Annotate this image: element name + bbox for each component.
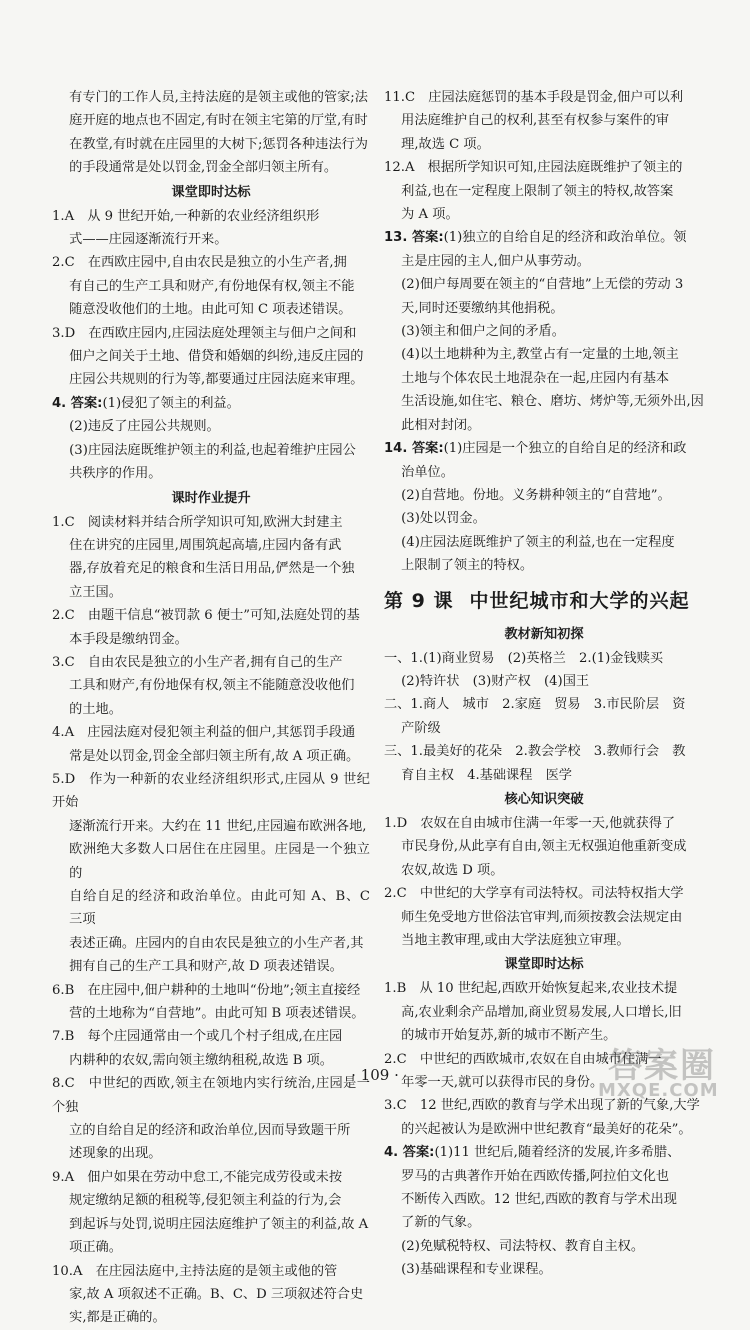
text-line: 庭开庭的地点也不固定,有时在领主宅第的厅堂,有时 <box>69 113 368 129</box>
text-line: 育自主权 4.基础课程 医学 <box>401 767 572 783</box>
answer-h5 <box>52 768 370 979</box>
right-column <box>384 86 704 1282</box>
text-line: (1)庄园是一个独立的自给自足的经济和政 <box>443 441 687 457</box>
text-line: 随意没收他们的土地。由此可知 C 项表述错误。 <box>69 302 352 318</box>
text-line: 常是处以罚金,罚金全部归领主所有,故 A 项正确。 <box>69 748 360 764</box>
text-line: 自给自足的经济和政治单位。由此可知 A、B、C 三项 <box>69 889 370 928</box>
text-line: 3.C 12 世纪,西欧的教育与学术出现了新的气象,大学 <box>384 1098 700 1114</box>
text-line: 治单位。 <box>401 464 454 480</box>
text-line: 器,存放着充足的粮食和生活日用品,俨然是一个独 <box>69 561 355 577</box>
text-line: 立的自给自足的经济和政治单位,因而导致题干所 <box>69 1123 351 1139</box>
text-line: 到起诉与处罚,说明庄园法庭维护了领主的利益,故 A <box>69 1216 369 1232</box>
text-line: 庄园公共规则的行为等,都要通过庄园法庭来审理。 <box>69 372 364 388</box>
text-line: 2.C 由题干信息“被罚款 6 便士”可知,法庭处罚的基 <box>52 608 360 624</box>
text-line: 内耕种的农奴,需向领主缴纳租税,故选 B 项。 <box>69 1052 333 1068</box>
text-line: (2)特许状 (3)财产权 (4)国王 <box>401 673 590 689</box>
lesson-title <box>384 584 704 618</box>
answer-c4 <box>384 1141 704 1281</box>
text-line: (3)庄园法庭既维护领主的利益,也起着维护庄园公 <box>69 442 356 458</box>
text-line: 2.C 在西欧庄园中,自由农民是独立的小生产者,拥 <box>52 255 347 271</box>
text-line: 实,都是正确的。 <box>69 1310 166 1326</box>
section-heading-classroom: 课堂即时达标 <box>171 184 251 200</box>
text-line: (1)11 世纪后,随着经济的发展,许多希腊、 <box>434 1145 681 1161</box>
text-line: 的手段通常是处以罚金,罚金全部归领主所有。 <box>69 160 338 176</box>
text-line: 天,同时还要缴纳其他捐税。 <box>401 300 564 316</box>
text-line: 师生免受地方世俗法官审判,而须按教会法规定由 <box>401 909 683 925</box>
text-line: 土地与个体农民土地混杂在一起,庄园内有基本 <box>401 370 670 386</box>
text-line: 用法庭维护自己的权利,甚至有权参与案件的审 <box>401 113 670 129</box>
text-line: 高,农业剩余产品增加,商业贸易发展,人口增长,旧 <box>401 1004 682 1020</box>
text-line: 立王国。 <box>69 584 122 600</box>
text-line: 9.A 佃户如果在劳动中怠工,不能完成劳役或未按 <box>52 1169 343 1185</box>
text-line: 二、1.商人 城市 2.家庭 贸易 3.市民阶层 资 <box>384 697 686 713</box>
answer-r12 <box>384 156 704 226</box>
answer-q2 <box>52 251 370 321</box>
text-line: 当地主教审理,或由大学法庭独立审理。 <box>401 933 630 948</box>
text-line: 规定缴纳足额的租税等,侵犯领主利益的行为,会 <box>69 1193 342 1209</box>
answer-h10 <box>52 1260 370 1330</box>
text-line: 3.D 在西欧庄园内,庄园法庭处理领主与佃户之间和 <box>52 325 357 341</box>
text-line: 生活设施,如住宅、粮仓、磨坊、烤炉等,无须外出,因 <box>401 394 704 410</box>
answer-r11 <box>384 86 704 156</box>
answer-r14 <box>384 437 704 577</box>
text-line: 有自己的生产工具和财产,有份地保有权,领主不能 <box>69 278 355 294</box>
answer-a2 <box>384 693 704 740</box>
intro-block <box>52 86 370 180</box>
text-line: 住在讲究的庄园里,周围筑起高墙,庄园内备有武 <box>69 537 342 553</box>
text-line: 有专门的工作人员,主持法庭的是领主或他的管家;法 <box>69 90 368 105</box>
text-line: 产阶级 <box>401 720 441 736</box>
text-line: 1.A 从 9 世纪开始,一种新的农业经济组织形 <box>52 208 320 224</box>
answer-label: 13. 答案: <box>384 230 444 246</box>
answer-q4 <box>52 392 370 486</box>
left-column <box>52 86 370 1330</box>
text-line: (1)独立的自给自足的经济和政治单位。领 <box>443 230 687 246</box>
section-heading-classroom-2: 课堂即时达标 <box>504 957 584 973</box>
watermark-text: 答案圈 <box>608 1046 716 1086</box>
answer-h2 <box>52 604 370 651</box>
text-line: (2)自营地。份地。义务耕种领主的“自营地”。 <box>401 487 671 503</box>
answer-q1 <box>52 205 370 252</box>
text-line: 10.A 在庄园法庭中,主持法庭的是领主或他的管 <box>52 1263 338 1279</box>
text-line: (3)领主和佃户之间的矛盾。 <box>401 324 565 340</box>
text-line: 本手段是缴纳罚金。 <box>69 631 188 647</box>
text-line: 逐渐流行开来。大约在 11 世纪,庄园遍布欧洲各地, <box>69 818 367 834</box>
text-line: 在教堂,有时就在庄园里的大树下;惩罚各种违法行为 <box>69 136 368 152</box>
text-line: 5.D 作为一种新的农业经济组织形式,庄园从 9 世纪开始 <box>52 771 370 811</box>
text-line: 6.B 在庄园中,佃户耕种的土地叫“份地”;领主直接经 <box>52 982 361 998</box>
answer-h6 <box>52 979 370 1026</box>
text-line: 7.B 每个庄园通常由一个或几个村子组成,在庄园 <box>52 1029 343 1045</box>
text-line: 的城市开始复苏,新的城市不断产生。 <box>401 1028 617 1044</box>
text-line: 佃户之间关于土地、借贷和婚姻的纠纷,违反庄园的 <box>69 349 364 365</box>
text-line: (2)佃户每周要在领主的“自营地”上无偿的劳动 3 <box>401 277 684 293</box>
text-line: 为 A 项。 <box>401 207 459 223</box>
text-line: 理,故选 C 项。 <box>401 136 490 152</box>
text-line: 不断传入西欧。12 世纪,西欧的教育与学术出现 <box>401 1192 677 1208</box>
lesson-name: 中世纪城市和大学的兴起 <box>469 589 690 612</box>
text-line: 的土地。 <box>69 701 122 717</box>
answer-b1 <box>384 812 704 882</box>
lesson-number: 第 9 课 <box>384 589 454 612</box>
text-line: 1.B 从 10 世纪起,西欧开始恢复起来,农业技术提 <box>384 981 678 997</box>
text-line: 述现象的出现。 <box>69 1146 162 1162</box>
text-line: 此相对封闭。 <box>401 417 481 433</box>
text-line: 利益,也在一定程度上限制了领主的特权,故答案 <box>401 183 674 199</box>
text-line: 拥有自己的生产工具和财产,故 D 项表述错误。 <box>69 959 343 975</box>
answer-b2 <box>384 882 704 952</box>
text-line: (1)侵犯了领主的利益。 <box>102 395 240 411</box>
text-line: 3.C 自由农民是独立的小生产者,拥有自己的生产 <box>52 654 343 670</box>
page-number: · 109 · <box>351 1066 399 1084</box>
text-line: 的兴起被认为是欧洲中世纪教育“最美好的花朵”。 <box>401 1121 692 1137</box>
text-line: 一、1.(1)商业贸易 (2)英格兰 2.(1)金钱赎买 <box>384 650 664 666</box>
text-line: 罗马的古典著作开始在西欧传播,阿拉伯文化也 <box>401 1168 670 1184</box>
text-line: 式——庄园逐渐流行开来。 <box>69 232 228 248</box>
answer-label: 4. 答案: <box>52 395 103 411</box>
text-line: 欧洲绝大多数人口居住在庄园里。庄园是一个独立的 <box>69 842 370 881</box>
text-line: 营的土地称为“自营地”。由此可知 B 项表述错误。 <box>69 1006 365 1022</box>
text-line: 11.C 庄园法庭惩罚的基本手段是罚金,佃户可以利 <box>384 90 684 105</box>
text-line: (4)以土地耕种为主,教堂占有一定量的土地,领主 <box>401 347 679 363</box>
answer-r13 <box>384 226 704 437</box>
text-line: 市民身份,从此享有自由,领主无权强迫他重新变成 <box>401 839 687 855</box>
text-line: 表述正确。庄园内的自由农民是独立的小生产者,其 <box>69 935 364 951</box>
section-heading-core-knowledge: 核心知识突破 <box>504 791 584 807</box>
text-line: 8.C 中世纪的西欧,领主在领地内实行统治,庄园是一个独 <box>52 1076 370 1115</box>
text-line: 三、1.最美好的花朵 2.教会学校 3.教师行会 教 <box>384 744 686 760</box>
text-line: 主是庄园的主人,佃户从事劳动。 <box>401 253 590 269</box>
answer-a3 <box>384 740 704 787</box>
answer-h3 <box>52 651 370 721</box>
text-line: 4.A 庄园法庭对侵犯领主利益的佃户,其惩罚手段通 <box>52 725 356 741</box>
answer-q3 <box>52 322 370 392</box>
text-line: 项正确。 <box>69 1240 122 1256</box>
answer-h1 <box>52 511 370 605</box>
watermark-url: MXQE.COM <box>598 1080 719 1101</box>
section-heading-new-knowledge: 教材新知初探 <box>504 626 584 642</box>
section-heading-homework: 课时作业提升 <box>171 490 251 506</box>
text-line: 年零一天,就可以获得市民的身份。 <box>401 1075 604 1091</box>
text-line: 了新的气象。 <box>401 1215 481 1231</box>
text-line: 1.D 农奴在自由城市住满一年零一天,他就获得了 <box>384 815 676 831</box>
text-line: (4)庄园法庭既维护了领主的利益,也在一定程度 <box>401 534 675 550</box>
text-line: 共秩序的作用。 <box>69 466 162 482</box>
answer-h4 <box>52 721 370 768</box>
watermark-logo <box>586 1040 736 1102</box>
text-line: 12.A 根据所学知识可知,庄园法庭既维护了领主的 <box>384 160 683 176</box>
text-line: 2.C 中世纪的西欧城市,农奴在自由城市住满一 <box>384 1051 662 1067</box>
text-line: (2)违反了庄园公共规则。 <box>69 419 220 435</box>
answer-label: 4. 答案: <box>384 1145 435 1161</box>
answer-h9 <box>52 1166 370 1260</box>
text-line: 家,故 A 项叙述不正确。B、C、D 三项叙述符合史 <box>69 1286 364 1302</box>
text-line: 农奴,故选 D 项。 <box>401 862 504 878</box>
text-line: (2)免赋税特权、司法特权、教育自主权。 <box>401 1238 645 1254</box>
text-line: 2.C 中世纪的大学享有司法特权。司法特权指大学 <box>384 886 684 902</box>
answer-label: 14. 答案: <box>384 441 444 457</box>
text-line: 1.C 阅读材料并结合所学知识可知,欧洲大封建主 <box>52 514 343 530</box>
text-line: 上限制了领主的特权。 <box>401 558 534 574</box>
answer-h8 <box>52 1072 370 1166</box>
text-line: (3)基础课程和专业课程。 <box>401 1262 552 1278</box>
text-line: 工具和财产,有份地保有权,领主不能随意没收他们 <box>69 678 355 694</box>
text-line: (3)处以罚金。 <box>401 511 486 527</box>
answer-a1 <box>384 647 704 694</box>
